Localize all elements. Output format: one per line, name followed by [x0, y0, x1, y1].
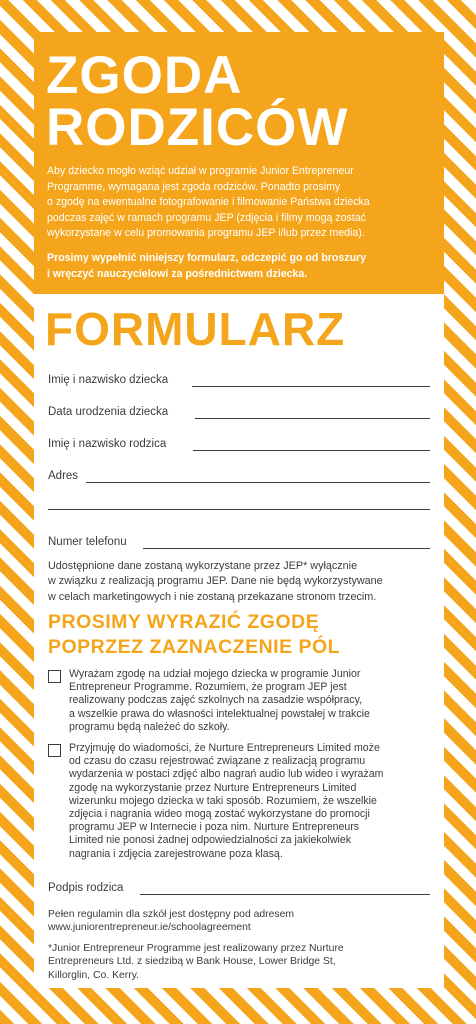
signature-input-line[interactable] [140, 894, 430, 895]
consent-line: od czasu do czasu rejestrować związane z realizacją programu [69, 755, 366, 768]
address-field[interactable] [48, 466, 430, 486]
consent-heading-line-2: POPRZEZ ZAZNACZENIE PÓL [48, 636, 341, 658]
note-line: w celach marketingowych i nie zostaną przekazane stronom trzecim. [48, 590, 377, 603]
phone-field[interactable] [48, 532, 430, 552]
footnote [48, 942, 434, 982]
consent-line: Entrepreneur Programme. Rozumiem, że program JEP jest [69, 681, 347, 694]
consent-form-card [34, 32, 444, 988]
rules-link[interactable]: www.juniorentrepreneur.ie/schoolagreement [48, 922, 251, 934]
data-usage-note [48, 559, 434, 605]
intro-line: wykorzystane w celu promowania programu JEP i/lub przez media). [47, 227, 365, 240]
consent-line: a wszelkie prawa do własności intelektualnej powstałej w trakcie [69, 707, 370, 720]
birth-date-field[interactable] [48, 402, 430, 422]
consent-line: zdjęcia i nagrania wideo mogą zostać wykorzystane do promocji [69, 808, 370, 821]
signature-label: Podpis rodzica [48, 882, 124, 894]
header-banner [34, 32, 444, 294]
footnote-line: *Junior Entrepreneur Programme jest realizowany przez Nurture [48, 943, 344, 954]
parent-name-field[interactable] [48, 434, 430, 454]
consent-line: Przyjmuję do wiadomości, że Nurture Entrepreneurs Limited może [69, 742, 380, 754]
birth-date-label: Data urodzenia dziecka [48, 406, 169, 418]
instruction-line: i wręczyć nauczycielowi za pośrednictwem dziecka. [47, 268, 308, 280]
note-line: Udostępnione dane zostaną wykorzystane przez JEP* wyłącznie [48, 560, 358, 572]
intro-line: Programme, wymagana jest zgoda rodziców. Ponadto prosimy [47, 180, 341, 193]
media-consent-text [69, 742, 431, 861]
intro-line: Aby dziecko mogło wziąć udział w programie Junior Entrepreneur [47, 165, 354, 177]
consent-line: nagrania i zdjęcia zarejestrowane poza klasą. [69, 847, 283, 860]
rules-line: Pełen regulamin dla szkół jest dostępny pod adresem [48, 909, 295, 920]
note-line: w związku z realizacją programu JEP. Dane nie będą wykorzystywane [48, 575, 383, 588]
consent-line: zgodę na wykorzystanie przez Nurture Entrepreneurs Limited [69, 781, 357, 794]
consent-line: realizowany podczas zajęć szkolnych na zasadzie współpracy, [69, 694, 363, 707]
participation-consent-checkbox[interactable] [48, 670, 61, 683]
consent-line: wizerunku mojego dziecka w taki sposób. Rozumiem, że wszelkie [69, 794, 377, 807]
signature-field[interactable] [48, 878, 430, 898]
phone-input-line[interactable] [143, 548, 430, 549]
parent-name-label: Imię i nazwisko rodzica [48, 438, 167, 450]
child-name-label: Imię i nazwisko dziecka [48, 374, 169, 386]
intro-line: o zgodę na ewentualne fotografowanie i filmowanie Państwa dziecka [47, 196, 370, 209]
birth-date-input-line[interactable] [195, 418, 430, 419]
rules-info [48, 908, 434, 935]
address-input-line-2[interactable] [48, 509, 430, 510]
intro-text [47, 164, 437, 242]
participation-consent-text [69, 668, 431, 734]
child-name-input-line[interactable] [192, 386, 430, 387]
address-label: Adres [48, 470, 79, 482]
footnote-line: Entrepreneurs Ltd. z siedzibą w Bank House, Lower Bridge St, [48, 956, 336, 968]
title-line-1: ZGODA [46, 46, 243, 105]
footnote-line: Killorglin, Co. Kerry. [48, 969, 140, 981]
instruction-text [47, 250, 437, 282]
page-title [46, 46, 349, 157]
parent-name-input-line[interactable] [193, 450, 430, 451]
address-input-line[interactable] [86, 482, 430, 483]
child-name-field[interactable] [48, 370, 430, 390]
consent-line: programu JEP w Internecie i poza nim. Nurture Entrepreneurs [69, 821, 360, 834]
consent-line: programu będą należeć do szkoły. [69, 720, 230, 733]
media-consent-checkbox[interactable] [48, 744, 61, 757]
consent-line: wydarzenia w postaci zdjęć albo nagrań audio lub wideo i wyrażam [69, 768, 384, 781]
consent-line: Limited nie ponosi żadnej odpowiedzialności za jakiekolwiek [69, 834, 352, 847]
consent-heading-line-1: PROSIMY WYRAZIĆ ZGODĘ [48, 611, 320, 633]
intro-line: podczas zajęć w ramach programu JEP (zdjęcia i filmy mogą zostać [47, 211, 366, 224]
title-line-2: RODZICÓW [46, 98, 349, 157]
instruction-line: Prosimy wypełnić niniejszy formularz, odczepić go od broszury [47, 252, 367, 264]
consent-heading [48, 610, 340, 660]
form-title: FORMULARZ [45, 303, 346, 355]
phone-label: Numer telefonu [48, 536, 127, 548]
consent-line: Wyrażam zgodę na udział mojego dziecka w programie Junior [69, 668, 361, 680]
